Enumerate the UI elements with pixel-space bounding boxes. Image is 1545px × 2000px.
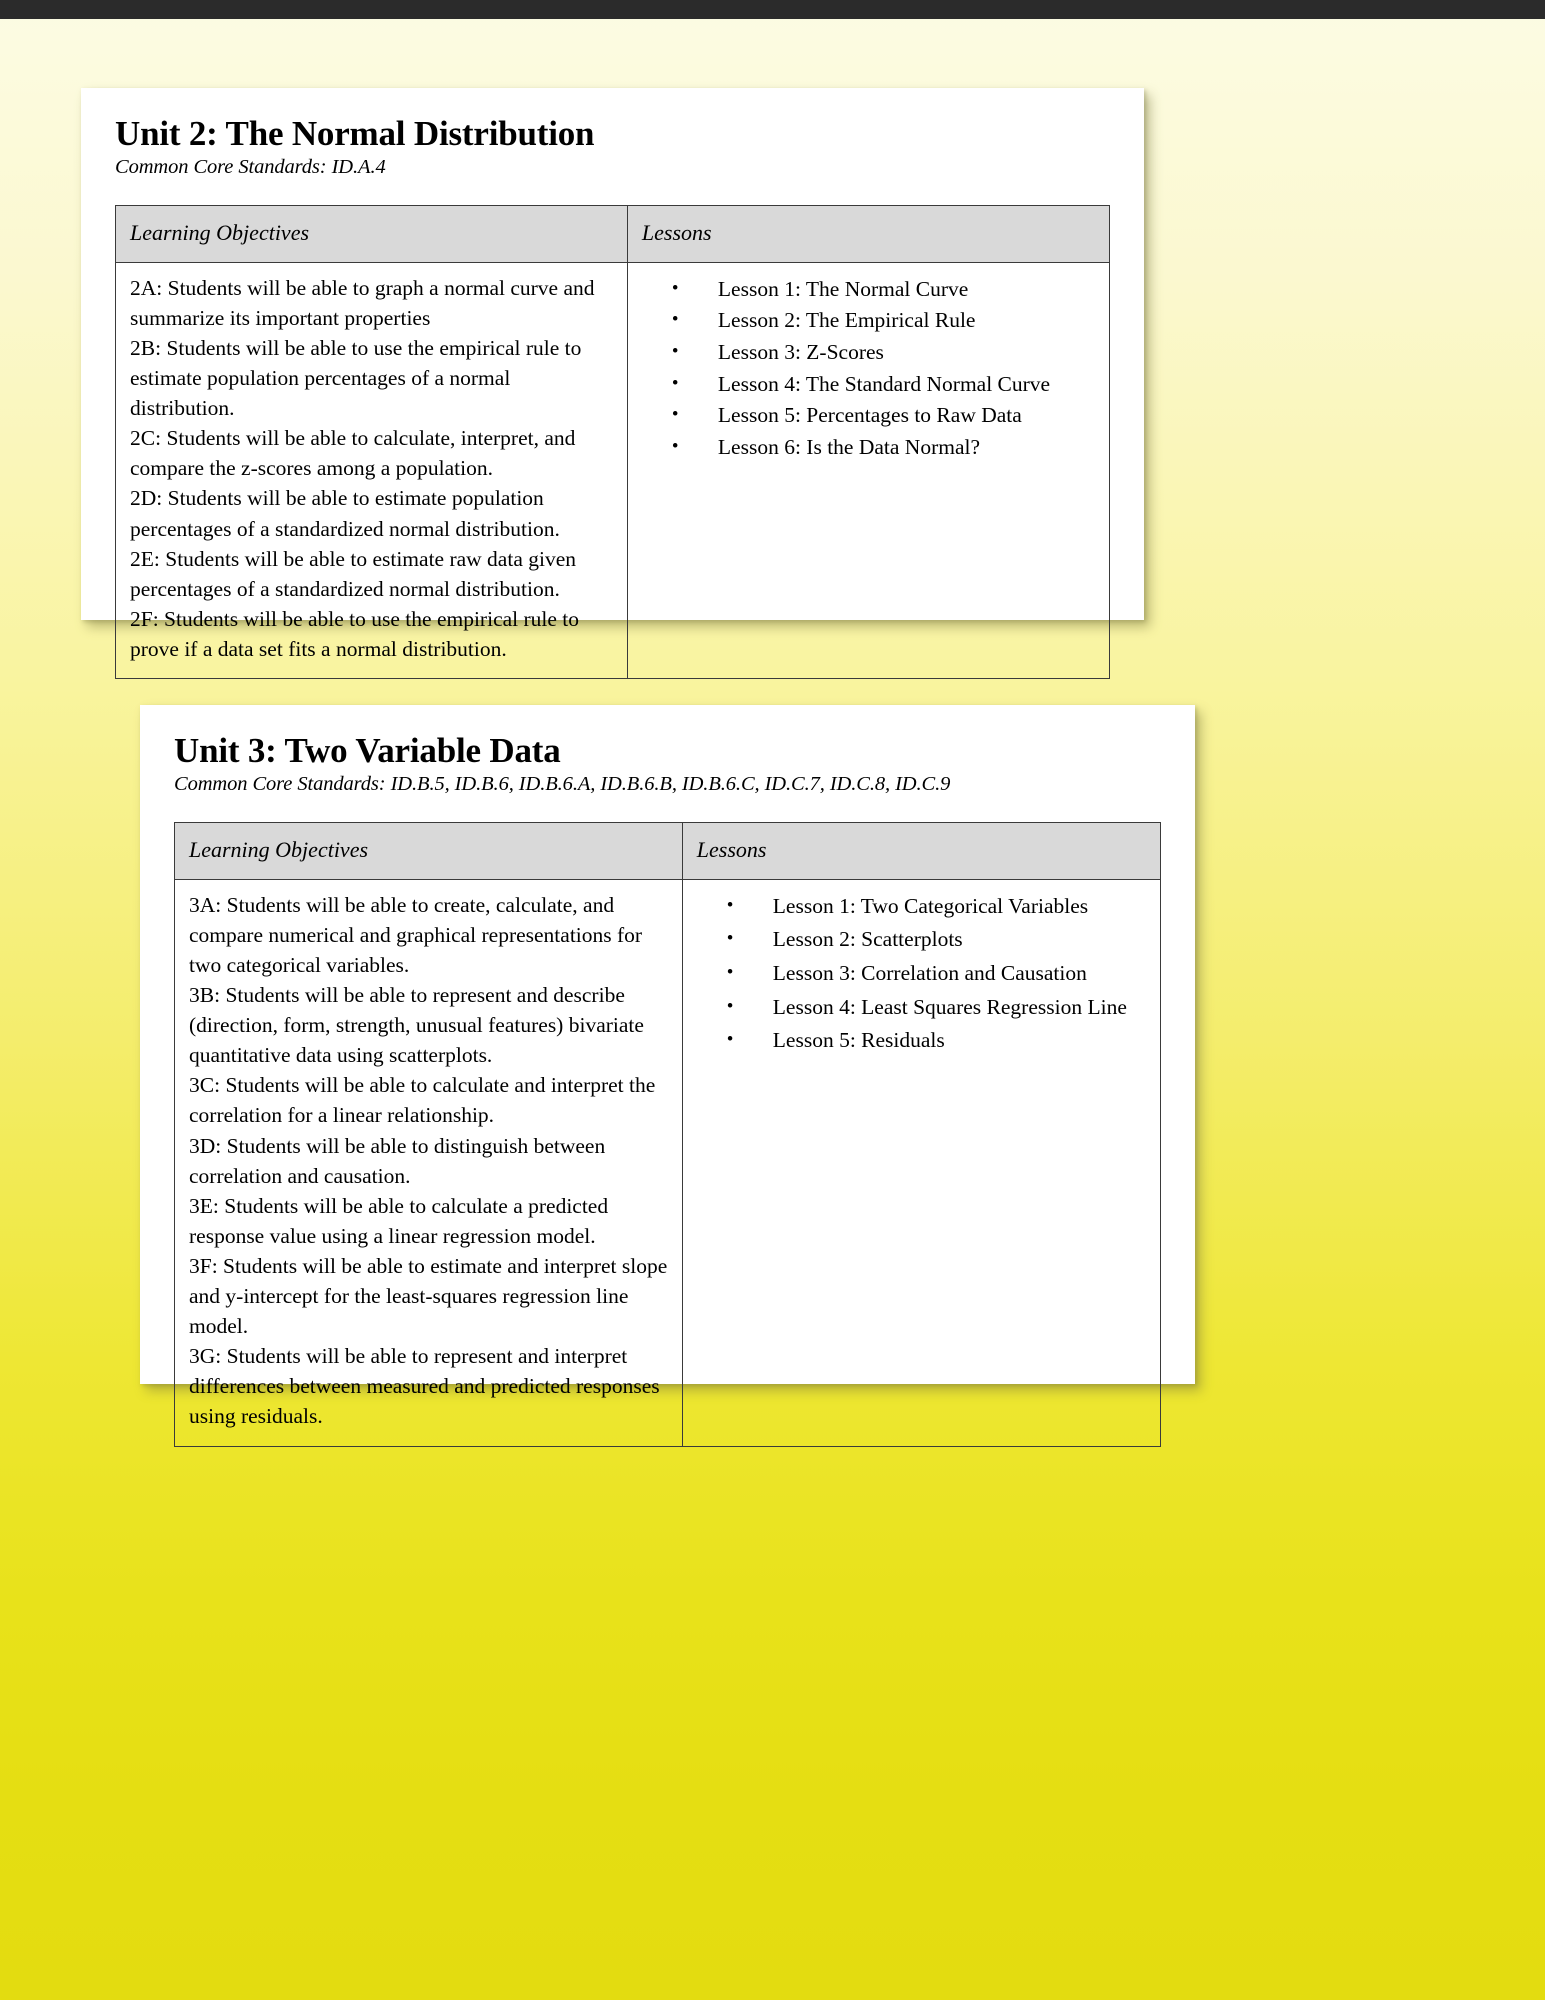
unit-card-unit-3 <box>140 705 1195 1429</box>
objective-item: 2C: Students will be able to calculate, interpret, and compare the z-scores among a population. <box>130 426 576 481</box>
lesson-list <box>697 892 1146 1055</box>
list-item <box>642 275 1095 304</box>
bullet-icon: • <box>726 962 734 983</box>
list-item <box>697 892 1146 921</box>
list-item <box>697 959 1146 988</box>
bullet-icon: • <box>671 277 679 299</box>
lesson-label: Lesson 1: The Normal Curve <box>717 276 969 301</box>
objective-item: 3D: Students will be able to distinguish between correlation and causation. <box>189 1133 606 1188</box>
table-row <box>175 879 1161 1446</box>
lesson-label: Lesson 6: Is the Data Normal? <box>717 434 981 459</box>
lesson-label: Lesson 2: Scatterplots <box>772 927 963 952</box>
bullet-icon: • <box>671 404 679 426</box>
list-item <box>642 338 1095 367</box>
lesson-label: Lesson 1: Two Categorical Variables <box>772 893 1089 918</box>
unit-standards: Common Core Standards: ID.B.5, ID.B.6, ID.B.6.A, ID.B.6.B, ID.B.6.C, ID.C.7, ID.C.8, ID.C.9 <box>174 773 951 796</box>
objective-item: 3B: Students will be able to represent and describe (direction, form, strength, unusual features) bivariate quantitative data using scatterplots. <box>189 983 644 1068</box>
column-header-learning-objectives: Learning Objectives <box>175 822 683 879</box>
list-item <box>697 925 1146 954</box>
bullet-icon: • <box>726 1029 734 1051</box>
objective-item: 3C: Students will be able to calculate and interpret the correlation for a linear relationship. <box>189 1073 656 1128</box>
lesson-list <box>642 275 1095 462</box>
objective-item: 3A: Students will be able to create, calculate, and compare numerical and graphical representations for two categorical variables. <box>189 892 643 977</box>
unit-card-unit-2 <box>81 88 1144 661</box>
lessons-cell <box>627 262 1109 678</box>
unit-table <box>115 205 1110 679</box>
lesson-label: Lesson 3: Z-Scores <box>717 340 884 364</box>
objective-item: 3G: Students will be able to represent and interpret differences between measured and predicted responses using residuals. <box>189 1344 660 1429</box>
lesson-label: Lesson 2: The Empirical Rule <box>717 308 976 333</box>
list-item <box>642 370 1095 399</box>
bullet-icon: • <box>671 372 679 394</box>
objective-item: 3E: Students will be able to calculate a predicted response value using a linear regression model. <box>189 1193 609 1248</box>
table-header-row <box>175 822 1161 879</box>
list-item <box>642 401 1095 430</box>
list-item <box>642 306 1095 335</box>
objective-item: 2A: Students will be able to graph a normal curve and summarize its important properties <box>130 275 595 330</box>
bullet-icon: • <box>726 995 734 1017</box>
lessons-cell <box>682 879 1160 1446</box>
unit-title: Unit 3: Two Variable Data <box>174 731 561 770</box>
lesson-label: Lesson 3: Correlation and Causation <box>772 961 1087 985</box>
objective-item: 2F: Students will be able to use the empirical rule to prove if a data set fits a normal distribution. <box>130 606 580 661</box>
table-row <box>116 262 1110 678</box>
objective-item: 2D: Students will be able to estimate population percentages of a standardized normal distribution. <box>130 486 560 541</box>
column-header-lessons: Lessons <box>627 205 1109 262</box>
lesson-label: Lesson 4: Least Squares Regression Line <box>772 994 1127 1019</box>
objective-item: 2E: Students will be able to estimate raw data given percentages of a standardized normal distribution. <box>130 546 577 601</box>
bullet-icon: • <box>726 928 734 950</box>
unit-title: Unit 2: The Normal Distribution <box>115 114 595 153</box>
objective-item: 2B: Students will be able to use the empirical rule to estimate population percentages of a normal distribution. <box>130 336 582 421</box>
bullet-icon: • <box>671 435 679 457</box>
lesson-label: Lesson 5: Residuals <box>772 1028 945 1053</box>
objectives-cell <box>175 879 683 1446</box>
column-header-learning-objectives: Learning Objectives <box>116 205 628 262</box>
objectives-cell <box>116 262 628 678</box>
bullet-icon: • <box>671 341 679 362</box>
unit-table <box>174 822 1161 1447</box>
list-item <box>642 433 1095 462</box>
column-header-lessons: Lessons <box>682 822 1160 879</box>
table-header-row <box>116 205 1110 262</box>
lesson-label: Lesson 5: Percentages to Raw Data <box>717 403 1022 428</box>
bullet-icon: • <box>726 894 734 916</box>
lesson-label: Lesson 4: The Standard Normal Curve <box>717 371 1051 396</box>
bullet-icon: • <box>671 309 679 331</box>
top-bar <box>0 0 1545 19</box>
unit-standards: Common Core Standards: ID.A.4 <box>115 156 386 179</box>
list-item <box>697 993 1146 1022</box>
list-item <box>697 1026 1146 1055</box>
objective-item: 3F: Students will be able to estimate and interpret slope and y-intercept for the least-squares regression line model. <box>189 1253 668 1339</box>
